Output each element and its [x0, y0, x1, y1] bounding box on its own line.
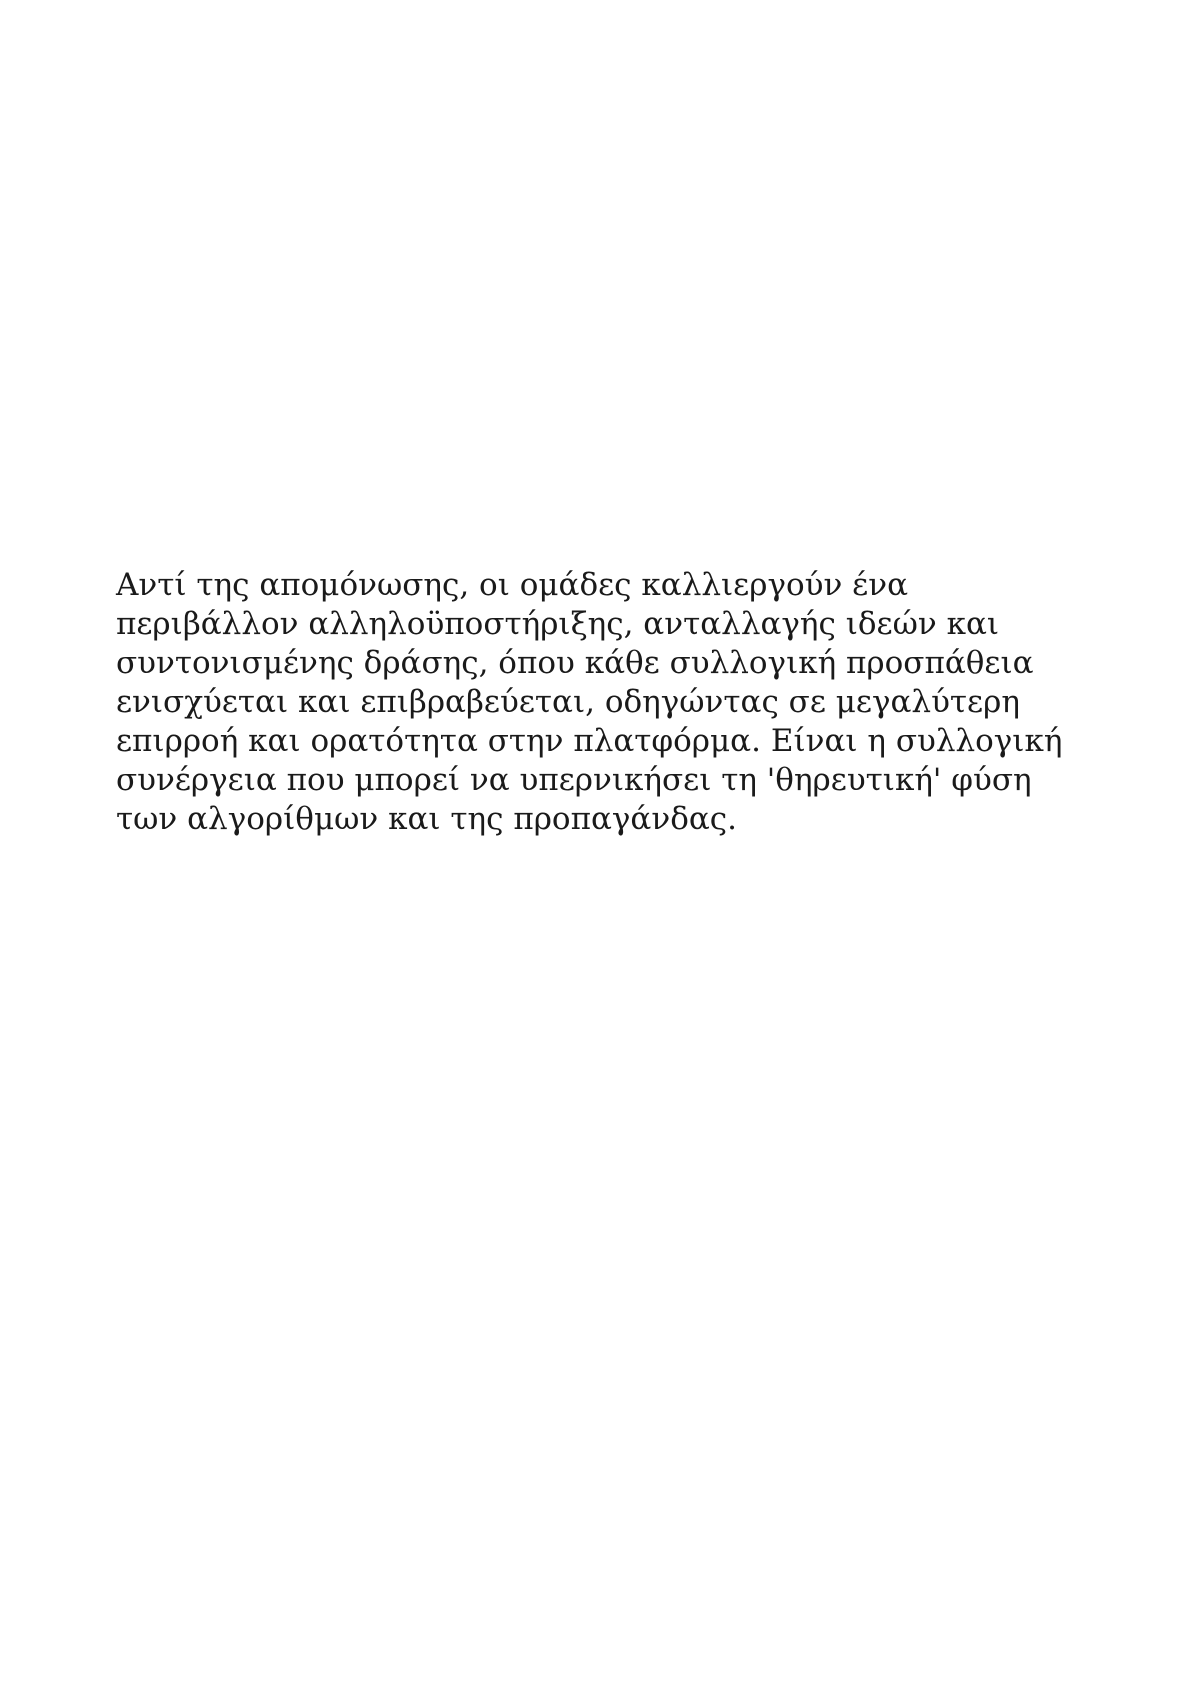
paragraph-line: συνέργεια που μπορεί να υπερνικήσει τη 'θηρευτική' φύση	[116, 762, 1032, 798]
paragraph-line: Αντί της απομόνωσης, οι ομάδες καλλιεργούν ένα	[116, 567, 909, 603]
paragraph-line: ενισχύεται και επιβραβεύεται, οδηγώντας σε μεγαλύτερη	[116, 684, 1020, 720]
paragraph-line: περιβάλλον αλληλοϋποστήριξης, ανταλλαγής ιδεών και	[116, 606, 1000, 642]
body-paragraph	[116, 566, 1116, 839]
paragraph-line: των αλγορίθμων και της προπαγάνδας.	[116, 801, 738, 837]
paragraph-line: επιρροή και ορατότητα στην πλατφόρμα. Είναι η συλλογική	[116, 723, 1063, 759]
paragraph-line: συντονισμένης δράσης, όπου κάθε συλλογική προσπάθεια	[116, 645, 1034, 681]
